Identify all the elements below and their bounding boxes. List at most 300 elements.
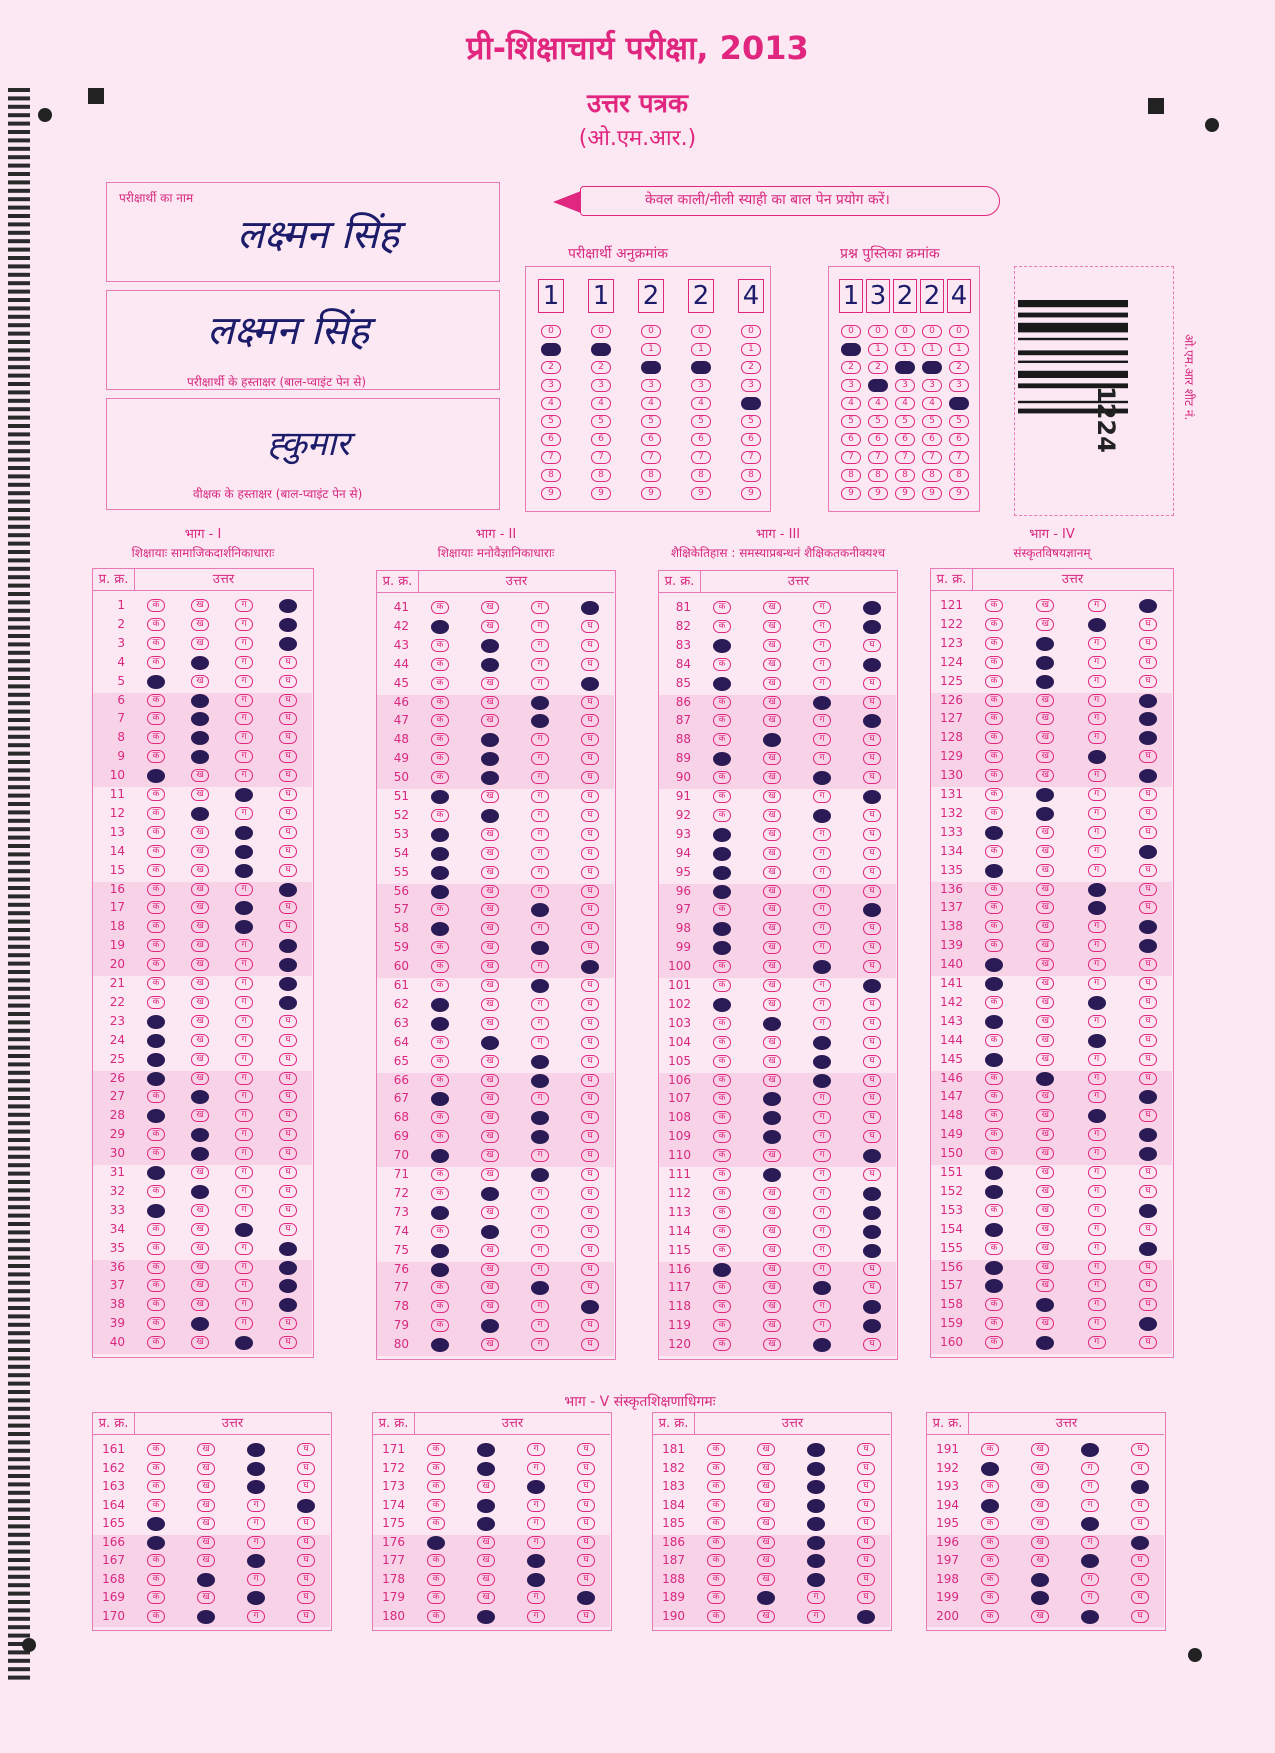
answer-bubble[interactable]: क (713, 1130, 731, 1143)
answer-bubble[interactable] (197, 1610, 215, 1624)
answer-bubble[interactable]: ग (531, 1187, 549, 1200)
answer-bubble[interactable]: घ (1139, 977, 1157, 990)
answer-bubble[interactable]: ख (481, 847, 499, 860)
booklet-digit-bubble[interactable]: 8 (841, 469, 861, 482)
answer-bubble[interactable]: क (707, 1499, 725, 1512)
answer-bubble[interactable]: ख (191, 1034, 209, 1047)
booklet-digit-bubble[interactable]: 3 (895, 379, 915, 392)
answer-bubble[interactable] (863, 620, 881, 634)
answer-bubble[interactable]: क (431, 1036, 449, 1049)
answer-bubble[interactable]: क (147, 939, 165, 952)
answer-bubble[interactable]: ग (531, 1300, 549, 1313)
answer-bubble[interactable]: क (707, 1462, 725, 1475)
answer-bubble[interactable]: ग (235, 1128, 253, 1141)
answer-bubble[interactable]: ग (813, 658, 831, 671)
answer-bubble[interactable]: क (147, 1242, 165, 1255)
answer-bubble[interactable]: ख (191, 1279, 209, 1292)
roll-digit-bubble[interactable]: 5 (641, 415, 661, 428)
answer-bubble[interactable]: ग (813, 1017, 831, 1030)
answer-bubble[interactable]: ख (763, 979, 781, 992)
answer-bubble[interactable]: क (713, 1206, 731, 1219)
answer-bubble[interactable]: ख (763, 1036, 781, 1049)
answer-bubble[interactable]: ग (813, 790, 831, 803)
answer-bubble[interactable] (481, 809, 499, 823)
booklet-digit-bubble[interactable]: 8 (868, 469, 888, 482)
roll-digit-bubble[interactable]: 9 (691, 487, 711, 500)
answer-bubble[interactable]: घ (581, 1074, 599, 1087)
booklet-digit-bubble[interactable]: 7 (922, 451, 942, 464)
answer-bubble[interactable]: ख (1036, 939, 1054, 952)
answer-bubble[interactable]: ग (235, 618, 253, 631)
answer-bubble[interactable]: घ (279, 1128, 297, 1141)
answer-bubble[interactable]: ख (1031, 1499, 1049, 1512)
answer-bubble[interactable] (1031, 1591, 1049, 1605)
answer-bubble[interactable]: ख (757, 1610, 775, 1623)
roll-digit-bubble[interactable]: 8 (641, 469, 661, 482)
answer-bubble[interactable]: घ (863, 752, 881, 765)
answer-bubble[interactable] (1088, 750, 1106, 764)
answer-bubble[interactable] (147, 1034, 165, 1048)
answer-bubble[interactable]: ग (807, 1591, 825, 1604)
answer-bubble[interactable]: ख (191, 1242, 209, 1255)
answer-bubble[interactable]: ख (1036, 712, 1054, 725)
answer-bubble[interactable] (279, 1261, 297, 1275)
answer-bubble[interactable]: ख (757, 1573, 775, 1586)
answer-bubble[interactable]: ख (191, 599, 209, 612)
answer-bubble[interactable]: ख (763, 828, 781, 841)
answer-bubble[interactable] (863, 790, 881, 804)
answer-bubble[interactable]: ख (1036, 769, 1054, 782)
answer-bubble[interactable] (581, 601, 599, 615)
roll-digit-bubble[interactable]: 9 (741, 487, 761, 500)
answer-bubble[interactable]: क (427, 1554, 445, 1567)
roll-digit-bubble[interactable]: 6 (741, 433, 761, 446)
answer-bubble[interactable] (431, 620, 449, 634)
answer-bubble[interactable] (863, 1187, 881, 1201)
answer-bubble[interactable]: ग (531, 1017, 549, 1030)
answer-bubble[interactable]: ग (531, 790, 549, 803)
answer-bubble[interactable]: घ (279, 1223, 297, 1236)
answer-bubble[interactable] (527, 1480, 545, 1494)
answer-bubble[interactable]: घ (577, 1517, 595, 1530)
booklet-digit-bubble[interactable]: 1 (895, 343, 915, 356)
answer-bubble[interactable]: घ (1139, 1015, 1157, 1028)
roll-digit-bubble[interactable]: 4 (641, 397, 661, 410)
answer-bubble[interactable] (863, 979, 881, 993)
answer-bubble[interactable]: घ (863, 1263, 881, 1276)
roll-digit-bubble[interactable]: 7 (641, 451, 661, 464)
answer-bubble[interactable]: ख (763, 601, 781, 614)
answer-bubble[interactable]: घ (857, 1591, 875, 1604)
answer-bubble[interactable]: ग (531, 771, 549, 784)
answer-bubble[interactable] (1036, 807, 1054, 821)
answer-bubble[interactable]: ग (531, 1036, 549, 1049)
answer-bubble[interactable]: घ (863, 1036, 881, 1049)
roll-digit-bubble[interactable]: 4 (691, 397, 711, 410)
answer-bubble[interactable]: ख (481, 790, 499, 803)
answer-bubble[interactable]: ग (1088, 1204, 1106, 1217)
answer-bubble[interactable]: ख (481, 677, 499, 690)
answer-bubble[interactable]: ख (1036, 864, 1054, 877)
answer-bubble[interactable]: ग (1088, 1223, 1106, 1236)
answer-bubble[interactable]: ग (1088, 1242, 1106, 1255)
answer-bubble[interactable]: घ (863, 847, 881, 860)
answer-bubble[interactable] (857, 1610, 875, 1624)
answer-bubble[interactable] (581, 677, 599, 691)
answer-bubble[interactable]: ख (197, 1443, 215, 1456)
answer-bubble[interactable]: क (147, 1090, 165, 1103)
answer-bubble[interactable]: क (707, 1591, 725, 1604)
answer-bubble[interactable]: ख (757, 1554, 775, 1567)
roll-digit-bubble[interactable] (641, 361, 661, 374)
answer-bubble[interactable] (713, 847, 731, 861)
answer-bubble[interactable]: ग (531, 620, 549, 633)
answer-bubble[interactable]: घ (581, 1225, 599, 1238)
answer-bubble[interactable]: ख (191, 675, 209, 688)
answer-bubble[interactable]: ग (235, 731, 253, 744)
answer-bubble[interactable]: ग (531, 752, 549, 765)
answer-bubble[interactable]: क (431, 752, 449, 765)
answer-bubble[interactable]: क (713, 601, 731, 614)
answer-bubble[interactable]: क (981, 1536, 999, 1549)
answer-bubble[interactable]: ग (235, 1261, 253, 1274)
answer-bubble[interactable] (1036, 637, 1054, 651)
answer-bubble[interactable]: घ (581, 696, 599, 709)
answer-bubble[interactable]: ग (813, 677, 831, 690)
answer-bubble[interactable] (807, 1480, 825, 1494)
answer-bubble[interactable] (1139, 769, 1157, 783)
answer-bubble[interactable]: ख (1036, 977, 1054, 990)
answer-bubble[interactable]: घ (279, 1166, 297, 1179)
answer-bubble[interactable]: घ (1131, 1610, 1149, 1623)
answer-bubble[interactable]: ख (763, 1074, 781, 1087)
answer-bubble[interactable]: घ (1139, 1279, 1157, 1292)
answer-bubble[interactable]: घ (297, 1554, 315, 1567)
answer-bubble[interactable] (431, 790, 449, 804)
answer-bubble[interactable]: ख (197, 1517, 215, 1530)
roll-digit-bubble[interactable]: 7 (741, 451, 761, 464)
answer-bubble[interactable]: क (713, 960, 731, 973)
answer-bubble[interactable]: घ (279, 656, 297, 669)
answer-bubble[interactable]: ख (191, 1109, 209, 1122)
answer-bubble[interactable]: घ (581, 1319, 599, 1332)
roll-digit-bubble[interactable]: 0 (541, 325, 561, 338)
answer-bubble[interactable]: क (147, 1128, 165, 1141)
answer-bubble[interactable] (985, 1015, 1003, 1029)
answer-bubble[interactable]: क (713, 620, 731, 633)
answer-bubble[interactable]: क (147, 1610, 165, 1623)
answer-bubble[interactable]: क (147, 1499, 165, 1512)
answer-bubble[interactable]: ग (235, 883, 253, 896)
answer-bubble[interactable]: क (713, 696, 731, 709)
answer-bubble[interactable]: ख (481, 1338, 499, 1351)
answer-bubble[interactable]: ग (1088, 1053, 1106, 1066)
answer-bubble[interactable] (807, 1554, 825, 1568)
booklet-digit-bubble[interactable]: 5 (949, 415, 969, 428)
answer-bubble[interactable]: ख (197, 1462, 215, 1475)
answer-bubble[interactable]: ग (813, 1244, 831, 1257)
answer-bubble[interactable]: ख (1031, 1443, 1049, 1456)
answer-bubble[interactable]: घ (1139, 1261, 1157, 1274)
answer-bubble[interactable]: ग (1088, 694, 1106, 707)
answer-bubble[interactable]: ग (531, 866, 549, 879)
answer-bubble[interactable] (1088, 618, 1106, 632)
answer-bubble[interactable] (531, 1055, 549, 1069)
answer-bubble[interactable]: घ (279, 1317, 297, 1330)
answer-bubble[interactable]: ख (481, 1281, 499, 1294)
answer-bubble[interactable]: ग (813, 620, 831, 633)
answer-bubble[interactable]: घ (279, 1090, 297, 1103)
answer-bubble[interactable]: ग (813, 998, 831, 1011)
roll-digit-bubble[interactable]: 6 (591, 433, 611, 446)
answer-bubble[interactable] (235, 826, 253, 840)
answer-bubble[interactable]: घ (581, 1281, 599, 1294)
answer-bubble[interactable]: घ (279, 864, 297, 877)
answer-bubble[interactable]: घ (581, 866, 599, 879)
booklet-digit-bubble[interactable]: 2 (868, 361, 888, 374)
answer-bubble[interactable]: क (985, 1090, 1003, 1103)
answer-bubble[interactable]: घ (1131, 1499, 1149, 1512)
answer-bubble[interactable]: क (147, 750, 165, 763)
answer-bubble[interactable]: ग (235, 712, 253, 725)
answer-bubble[interactable] (1031, 1573, 1049, 1587)
booklet-digit-bubble[interactable]: 4 (841, 397, 861, 410)
answer-bubble[interactable]: ग (235, 1242, 253, 1255)
answer-bubble[interactable] (147, 1204, 165, 1218)
answer-bubble[interactable]: घ (581, 885, 599, 898)
answer-bubble[interactable]: ख (191, 1298, 209, 1311)
answer-bubble[interactable]: ख (481, 885, 499, 898)
answer-bubble[interactable] (807, 1573, 825, 1587)
answer-bubble[interactable]: ख (757, 1443, 775, 1456)
answer-bubble[interactable]: क (431, 639, 449, 652)
answer-bubble[interactable]: क (713, 1281, 731, 1294)
answer-bubble[interactable]: क (147, 1443, 165, 1456)
answer-bubble[interactable]: ख (481, 866, 499, 879)
answer-bubble[interactable]: क (707, 1443, 725, 1456)
answer-bubble[interactable]: ग (531, 885, 549, 898)
answer-bubble[interactable] (247, 1480, 265, 1494)
booklet-digit-bubble[interactable]: 9 (868, 487, 888, 500)
answer-bubble[interactable]: क (985, 1128, 1003, 1141)
answer-bubble[interactable]: ग (1088, 675, 1106, 688)
answer-bubble[interactable]: घ (297, 1610, 315, 1623)
booklet-digit-bubble[interactable]: 9 (922, 487, 942, 500)
answer-bubble[interactable] (147, 1053, 165, 1067)
answer-bubble[interactable]: घ (297, 1462, 315, 1475)
answer-bubble[interactable]: ग (235, 1053, 253, 1066)
answer-bubble[interactable]: क (707, 1610, 725, 1623)
answer-bubble[interactable]: ख (197, 1591, 215, 1604)
answer-bubble[interactable]: घ (863, 1281, 881, 1294)
roll-digit-bubble[interactable]: 1 (741, 343, 761, 356)
answer-bubble[interactable]: क (147, 1462, 165, 1475)
booklet-digit-bubble[interactable] (868, 379, 888, 392)
answer-bubble[interactable]: ग (527, 1517, 545, 1530)
answer-bubble[interactable]: घ (581, 639, 599, 652)
answer-bubble[interactable]: घ (577, 1536, 595, 1549)
answer-bubble[interactable]: घ (863, 960, 881, 973)
answer-bubble[interactable]: घ (581, 922, 599, 935)
answer-bubble[interactable] (279, 1242, 297, 1256)
answer-bubble[interactable]: ख (481, 998, 499, 1011)
answer-bubble[interactable] (477, 1443, 495, 1457)
answer-bubble[interactable]: घ (581, 809, 599, 822)
answer-bubble[interactable]: ग (235, 1034, 253, 1047)
answer-bubble[interactable]: ग (531, 847, 549, 860)
answer-bubble[interactable]: क (147, 1317, 165, 1330)
answer-bubble[interactable]: घ (577, 1499, 595, 1512)
answer-bubble[interactable]: ग (1088, 1336, 1106, 1349)
answer-bubble[interactable]: ख (481, 941, 499, 954)
answer-bubble[interactable]: ग (813, 1149, 831, 1162)
roll-digit-bubble[interactable] (691, 361, 711, 374)
answer-bubble[interactable]: घ (1139, 958, 1157, 971)
answer-bubble[interactable]: ग (1081, 1480, 1099, 1493)
answer-bubble[interactable]: घ (863, 998, 881, 1011)
answer-bubble[interactable]: ग (235, 1015, 253, 1028)
answer-bubble[interactable]: ख (763, 1281, 781, 1294)
answer-bubble[interactable]: ख (481, 1206, 499, 1219)
answer-bubble[interactable]: क (707, 1536, 725, 1549)
answer-bubble[interactable] (1088, 996, 1106, 1010)
booklet-digit-bubble[interactable]: 9 (895, 487, 915, 500)
answer-bubble[interactable]: ग (235, 1109, 253, 1122)
answer-bubble[interactable]: ख (191, 920, 209, 933)
answer-bubble[interactable]: क (431, 714, 449, 727)
answer-bubble[interactable]: ग (235, 1185, 253, 1198)
answer-bubble[interactable]: क (985, 675, 1003, 688)
answer-bubble[interactable] (1081, 1443, 1099, 1457)
answer-bubble[interactable]: घ (581, 790, 599, 803)
answer-bubble[interactable]: ख (757, 1517, 775, 1530)
roll-digit-bubble[interactable]: 8 (591, 469, 611, 482)
answer-bubble[interactable]: घ (1139, 1336, 1157, 1349)
answer-bubble[interactable] (481, 639, 499, 653)
answer-bubble[interactable] (279, 618, 297, 632)
answer-bubble[interactable]: ग (247, 1610, 265, 1623)
answer-bubble[interactable]: क (713, 658, 731, 671)
answer-bubble[interactable]: क (147, 920, 165, 933)
answer-bubble[interactable]: ख (191, 1053, 209, 1066)
answer-bubble[interactable]: क (147, 618, 165, 631)
answer-bubble[interactable]: घ (279, 1336, 297, 1349)
answer-bubble[interactable]: घ (581, 1187, 599, 1200)
answer-bubble[interactable]: ख (1036, 826, 1054, 839)
answer-bubble[interactable]: घ (863, 1168, 881, 1181)
answer-bubble[interactable] (477, 1517, 495, 1531)
answer-bubble[interactable]: ख (1031, 1480, 1049, 1493)
answer-bubble[interactable]: ख (1036, 750, 1054, 763)
answer-bubble[interactable] (431, 885, 449, 899)
answer-bubble[interactable]: क (147, 1591, 165, 1604)
answer-bubble[interactable]: घ (1139, 637, 1157, 650)
booklet-digit-bubble[interactable]: 9 (841, 487, 861, 500)
answer-bubble[interactable]: क (713, 1111, 731, 1124)
answer-bubble[interactable] (197, 1573, 215, 1587)
answer-bubble[interactable]: ख (763, 1244, 781, 1257)
answer-bubble[interactable]: क (713, 1187, 731, 1200)
answer-bubble[interactable]: ख (1036, 1147, 1054, 1160)
answer-bubble[interactable]: ग (235, 939, 253, 952)
answer-bubble[interactable]: क (147, 1223, 165, 1236)
answer-bubble[interactable]: ख (757, 1480, 775, 1493)
answer-bubble[interactable] (477, 1462, 495, 1476)
answer-bubble[interactable]: क (147, 901, 165, 914)
answer-bubble[interactable]: क (431, 733, 449, 746)
answer-bubble[interactable] (1139, 1204, 1157, 1218)
answer-bubble[interactable]: क (427, 1443, 445, 1456)
roll-digit-bubble[interactable]: 3 (641, 379, 661, 392)
answer-bubble[interactable]: घ (279, 769, 297, 782)
answer-bubble[interactable]: ख (481, 1263, 499, 1276)
answer-bubble[interactable]: घ (857, 1443, 875, 1456)
answer-bubble[interactable] (713, 998, 731, 1012)
answer-bubble[interactable]: ख (763, 752, 781, 765)
answer-bubble[interactable]: क (427, 1499, 445, 1512)
answer-bubble[interactable]: ग (813, 714, 831, 727)
answer-bubble[interactable] (279, 637, 297, 651)
answer-bubble[interactable]: ग (531, 677, 549, 690)
answer-bubble[interactable]: ग (1088, 1015, 1106, 1028)
booklet-digit-bubble[interactable]: 1 (868, 343, 888, 356)
answer-bubble[interactable] (1081, 1610, 1099, 1624)
booklet-digit-bubble[interactable]: 2 (949, 361, 969, 374)
answer-bubble[interactable]: ख (1036, 1053, 1054, 1066)
answer-bubble[interactable]: घ (863, 828, 881, 841)
answer-bubble[interactable]: ग (235, 694, 253, 707)
answer-bubble[interactable] (1088, 883, 1106, 897)
answer-bubble[interactable]: ग (531, 658, 549, 671)
answer-bubble[interactable]: घ (1139, 807, 1157, 820)
answer-bubble[interactable] (247, 1554, 265, 1568)
answer-bubble[interactable] (807, 1462, 825, 1476)
answer-bubble[interactable]: घ (1139, 675, 1157, 688)
answer-bubble[interactable]: ग (247, 1517, 265, 1530)
answer-bubble[interactable]: ख (481, 979, 499, 992)
answer-bubble[interactable]: ग (235, 1317, 253, 1330)
answer-bubble[interactable]: ग (1088, 845, 1106, 858)
answer-bubble[interactable] (235, 788, 253, 802)
answer-bubble[interactable]: घ (279, 1072, 297, 1085)
answer-bubble[interactable]: ख (763, 1338, 781, 1351)
answer-bubble[interactable]: घ (581, 998, 599, 1011)
booklet-digit-bubble[interactable] (895, 361, 915, 374)
answer-bubble[interactable]: क (431, 1225, 449, 1238)
answer-bubble[interactable]: क (431, 903, 449, 916)
answer-bubble[interactable]: ग (813, 1168, 831, 1181)
roll-digit-bubble[interactable]: 3 (741, 379, 761, 392)
answer-bubble[interactable]: घ (1139, 864, 1157, 877)
answer-bubble[interactable]: ग (531, 639, 549, 652)
answer-bubble[interactable] (431, 998, 449, 1012)
answer-bubble[interactable] (531, 979, 549, 993)
answer-bubble[interactable]: घ (279, 1034, 297, 1047)
answer-bubble[interactable]: ग (1088, 599, 1106, 612)
answer-bubble[interactable] (235, 1223, 253, 1237)
answer-bubble[interactable]: ग (1088, 958, 1106, 971)
answer-bubble[interactable]: ख (763, 1225, 781, 1238)
answer-bubble[interactable]: ग (1088, 731, 1106, 744)
answer-bubble[interactable] (1036, 656, 1054, 670)
answer-bubble[interactable] (481, 771, 499, 785)
answer-bubble[interactable]: ग (1081, 1536, 1099, 1549)
answer-bubble[interactable]: घ (863, 733, 881, 746)
answer-bubble[interactable]: घ (279, 675, 297, 688)
answer-bubble[interactable]: क (981, 1480, 999, 1493)
booklet-digit-bubble[interactable]: 8 (895, 469, 915, 482)
answer-bubble[interactable]: ख (191, 1072, 209, 1085)
